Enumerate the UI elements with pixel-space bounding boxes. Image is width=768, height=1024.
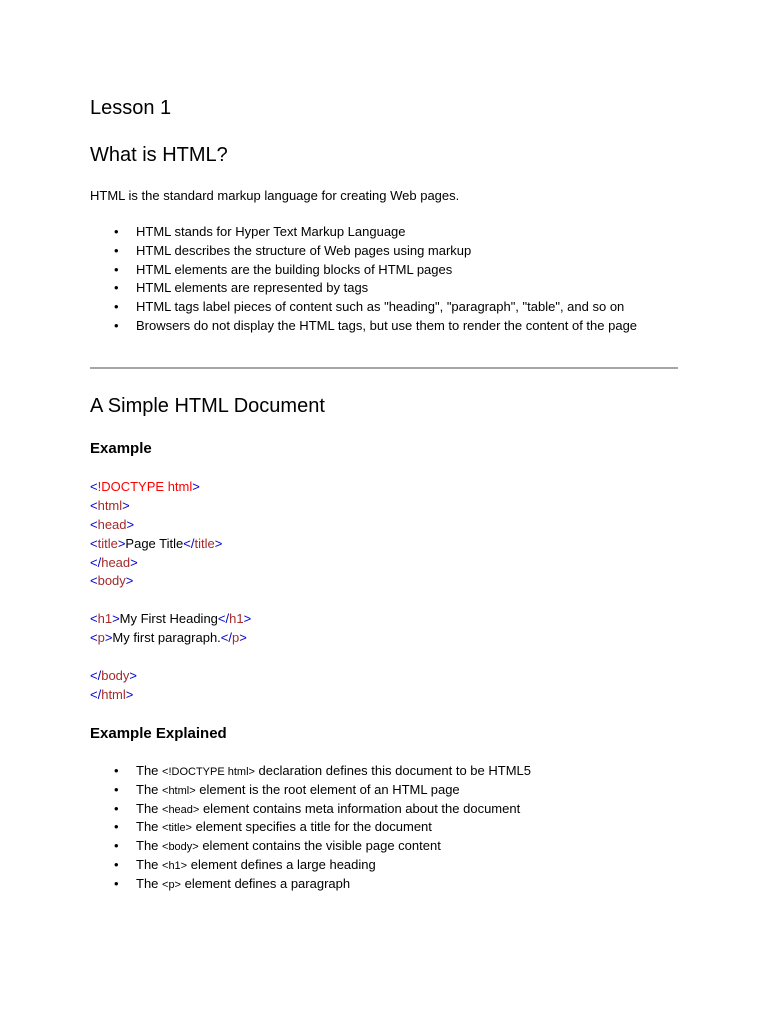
list-item: • The <title> element specifies a title for the document xyxy=(90,818,531,837)
bullet-icon: • xyxy=(114,819,119,835)
bullet-icon: • xyxy=(114,280,119,296)
bullet-icon: • xyxy=(114,763,119,778)
fact-text: HTML elements are represented by tags xyxy=(136,280,369,296)
list-item xyxy=(90,261,637,280)
bullet-icon: • xyxy=(114,856,119,872)
list-item: • The <html> element is the root element of an HTML page xyxy=(90,781,531,800)
fact-text: Browsers do not display the HTML tags, but use them to render the content of the page xyxy=(136,317,638,333)
list-item xyxy=(90,223,637,242)
example-heading: Example xyxy=(90,440,152,457)
code-line-head-open: <head> xyxy=(90,516,135,532)
fact-text: HTML stands for Hyper Text Markup Language xyxy=(136,224,406,239)
list-item xyxy=(90,279,637,298)
fact-text: HTML tags label pieces of content such as "heading", "paragraph", "table", and so on xyxy=(136,299,625,315)
bullet-icon: • xyxy=(114,838,119,854)
tag-name: <head> xyxy=(162,803,200,816)
code-line-blank xyxy=(90,648,251,667)
bullet-icon: • xyxy=(114,317,119,333)
list-item: • The <p> element defines a paragraph xyxy=(90,875,531,894)
tag-name: <title> xyxy=(162,822,192,835)
code-line-body-open: <body> xyxy=(90,573,134,589)
list-item xyxy=(90,298,637,317)
code-line-blank xyxy=(90,591,251,610)
code-line-h1: <h1>My First Heading</h1> xyxy=(90,611,252,627)
code-line-body-close: </body> xyxy=(90,667,138,683)
code-line-doctype: <!DOCTYPE html> xyxy=(90,479,200,494)
facts-list xyxy=(90,223,637,336)
bullet-icon: • xyxy=(114,875,119,891)
bullet-icon: • xyxy=(114,242,119,258)
tag-name: <h1> xyxy=(162,859,188,872)
tag-name: <html> xyxy=(162,784,196,797)
code-example xyxy=(90,478,251,705)
intro-paragraph: HTML is the standard markup language for creating Web pages. xyxy=(90,188,460,203)
bullet-icon: • xyxy=(114,781,119,797)
explained-list xyxy=(90,762,531,894)
lesson-label: Lesson 1 xyxy=(90,97,172,119)
list-item xyxy=(90,317,637,336)
tag-name: <body> xyxy=(162,841,199,854)
section-title: A Simple HTML Document xyxy=(90,395,325,417)
fact-text: HTML describes the structure of Web pages using markup xyxy=(136,242,472,258)
list-item: • The <!DOCTYPE html> declaration defines this document to be HTML5 xyxy=(90,762,531,781)
fact-text: HTML elements are the building blocks of HTML pages xyxy=(136,261,453,277)
code-line-p: <p>My first paragraph.</p> xyxy=(90,630,247,646)
list-item: • The <body> element contains the visible page content xyxy=(90,837,531,856)
list-item xyxy=(90,242,637,261)
page-title: What is HTML? xyxy=(90,144,228,166)
list-item: • The <head> element contains meta information about the document xyxy=(90,800,531,819)
code-line-html-open: <html> xyxy=(90,497,130,513)
list-item: • The <h1> element defines a large heading xyxy=(90,856,531,875)
bullet-icon: • xyxy=(114,224,119,239)
tag-name: <p> xyxy=(162,878,181,891)
bullet-icon: • xyxy=(114,299,119,315)
code-line-head-close: </head> xyxy=(90,554,138,570)
bullet-icon: • xyxy=(114,261,119,277)
bullet-icon: • xyxy=(114,800,119,816)
code-line-html-close: </html> xyxy=(90,686,134,702)
tag-name: <!DOCTYPE html> xyxy=(162,766,255,778)
code-line-title: <title>Page Title</title> xyxy=(90,535,223,551)
horizontal-divider xyxy=(90,367,678,369)
example-explained-heading: Example Explained xyxy=(90,725,227,742)
